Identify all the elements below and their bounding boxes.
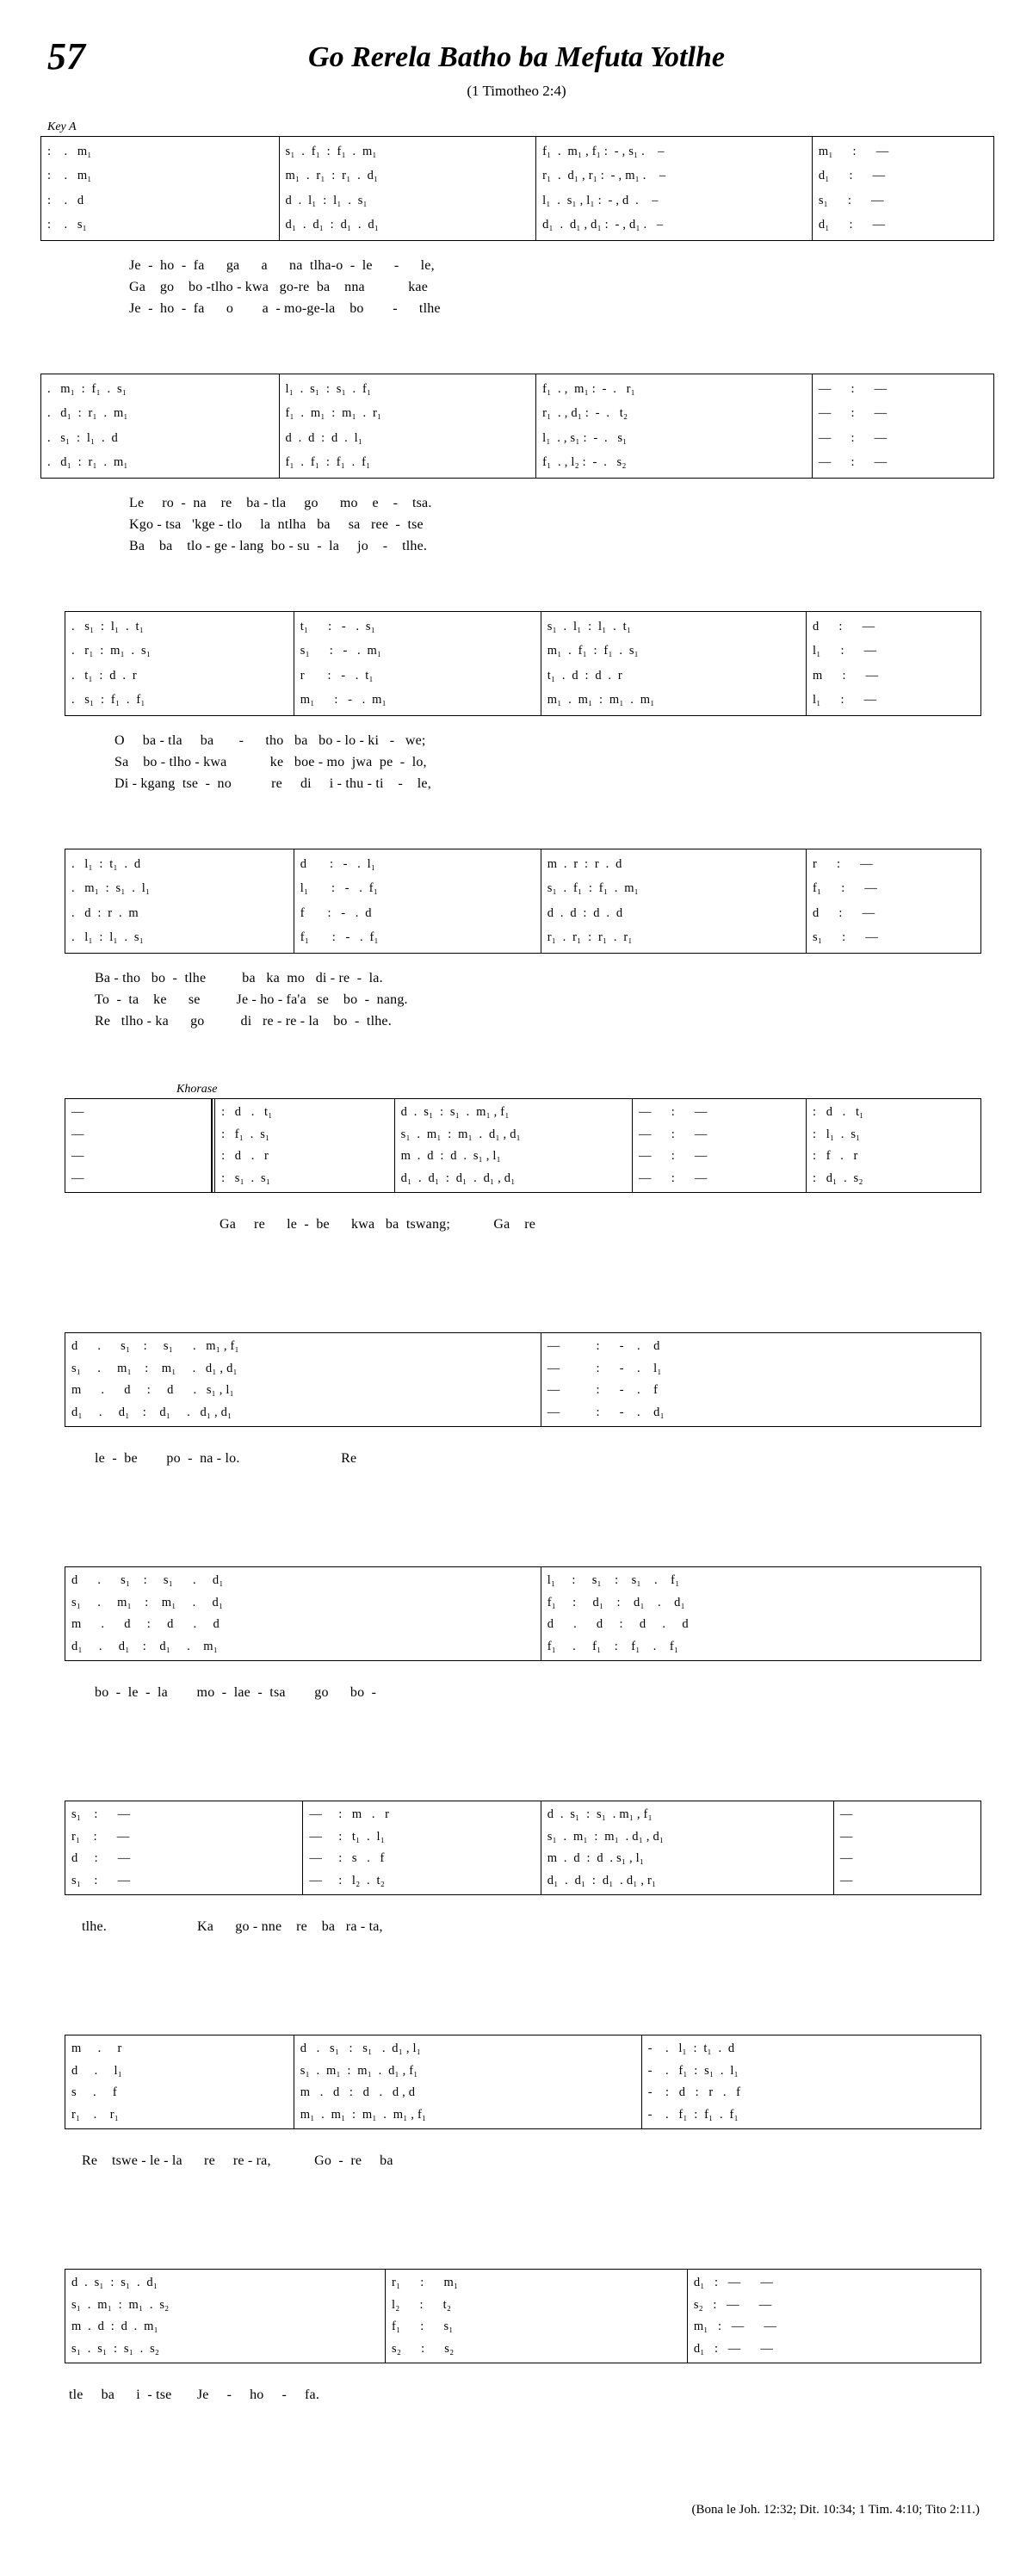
voice-tenor: m : — [813,668,879,683]
voice-tenor: m . d : d . d [71,1617,220,1632]
measure [280,374,537,478]
measure [536,137,813,240]
lyric-line: bo - le - la mo - lae - tsa go bo - [95,1685,377,1700]
voice-bass: . s₁ : f₁ . f₁ [71,693,145,707]
lyric-line: Ga re le - be kwa ba tswang; Ga re [220,1217,536,1232]
staff-system-3 [65,611,981,716]
voice-soprano: : d . t₁ [813,1105,864,1120]
voice-tenor: - : d : r . f [647,2085,741,2100]
measure [807,612,980,715]
voice-tenor: — : — [639,1149,708,1164]
voice-tenor: l₁ . s₁ , l₁ : - , d . – [542,193,659,207]
voice-tenor: s . f [71,2085,117,2100]
voice-alto: . d₁ : r₁ . m₁ [47,406,128,421]
voice-soprano: - . l₁ : t₁ . d [647,2042,735,2056]
voice-alto: : . m₁ [47,169,92,183]
voice-alto: f₁ : — [813,881,878,896]
measure [541,1567,980,1660]
voice-soprano: f₁ . m₁ , f₁ : - , s₁ . – [542,144,665,158]
lyric-line: Ga go bo -tlho - kwa go-re ba nna kae [129,280,429,294]
voice-soprano: . m₁ : f₁ . s₁ [47,381,127,396]
voice-soprano: s₁ . l₁ : l₁ . t₁ [547,619,632,633]
voice-alto: l₂ : t₂ [392,2297,452,2312]
voice-bass: — : — [818,455,888,470]
voice-tenor: . t₁ : d . r [71,668,137,683]
voice-bass: d₁ . d₁ : d₁ . d₁ , d₁ [71,1405,232,1419]
voice-bass: f₁ . , l₂ : - . s₂ [542,455,627,470]
voice-bass: f₁ . f₁ : f₁ . f₁ [547,1639,679,1653]
voice-bass: : d₁ . s₂ [813,1171,863,1185]
voice-alto: — : - . l₁ [547,1361,662,1375]
voice-bass: r₁ . r₁ [71,2107,119,2122]
voice-soprano: . s₁ : l₁ . t₁ [71,619,145,633]
voice-tenor: . d : r . m [71,905,139,920]
voice-bass: d₁ . d₁ : d₁ . d₁ , d₁ [400,1171,516,1185]
voice-tenor: d . d : d . d [547,1617,689,1632]
voice-soprano: — : m . r [309,1807,390,1822]
voice-alto: — : — [818,406,888,421]
staff-system-8 [65,1801,981,1895]
lyric-line: To - ta ke se Je - ho - fa'a se bo - nang. [95,992,408,1007]
voice-alto: f₁ : d₁ : d₁ . d₁ [547,1595,685,1609]
voice-alto: — [71,1127,84,1141]
voice-bass: — [71,1171,84,1185]
voice-soprano: d . s₁ : s₁ . d₁ [71,2276,158,2290]
voice-soprano: d : — [813,619,875,633]
voice-alto: . r₁ : m₁ . s₁ [71,644,152,658]
lyric-line: Le ro - na re ba - tla go mo e - tsa. [129,496,432,510]
voice-tenor: — [839,1851,853,1866]
measure [65,1801,303,1894]
voice-bass: m₁ . m₁ : m₁ . m₁ [547,693,655,707]
measure [294,612,541,715]
voice-bass: d₁ : — [818,218,886,232]
voice-soprano: f₁ . , m₁ : - . r₁ [542,381,635,396]
voice-alto: d . l₁ [71,2063,123,2078]
staff-system-7 [65,1566,981,1661]
voice-alto: s₁ . m₁ : m₁ . s₂ [71,2297,170,2312]
measure [541,1801,834,1894]
voice-soprano: m . r [71,2042,122,2056]
lyric-line: Ba - tho bo - tlhe ba ka mo di - re - la. [95,971,383,985]
measure [541,849,807,953]
voice-soprano: — [839,1807,853,1822]
voice-tenor: m . d : d . s₁ , l₁ [400,1149,501,1164]
voice-alto: - . f₁ : s₁ . l₁ [647,2063,739,2078]
voice-soprano: r₁ : m₁ [392,2276,459,2290]
voice-soprano: d . s₁ : s₁ . d₁ [71,1573,224,1588]
key-signature-label: Key A [47,120,77,133]
measure [65,612,294,715]
staff-system-6 [65,1332,981,1427]
measure [65,1567,541,1660]
voice-tenor: d . d : d . l₁ [285,430,363,445]
measure [386,2270,688,2363]
lyric-line: tle ba i - tse Je - ho - fa. [69,2388,320,2402]
staff-system-5 [65,1098,981,1193]
lyric-line: le - be po - na - lo. Re [95,1451,357,1466]
voice-soprano: t₁ : - . s₁ [300,619,375,633]
voice-alto: : f₁ . s₁ [221,1127,270,1141]
voice-bass: : . s₁ [47,218,87,232]
voice-bass: — [839,1873,853,1887]
voice-soprano: d : - . l₁ [300,856,376,871]
voice-bass: f₁ : - . f₁ [300,930,379,945]
voice-tenor: d : — [71,1851,131,1866]
voice-alto: s₁ . m₁ : m₁ . d₁ , d₁ [400,1127,521,1141]
voice-bass: s₁ . s₁ : s₁ . s₂ [71,2341,160,2356]
lyric-line: Re tlho - ka go di re - re - la bo - tlhe. [95,1014,392,1029]
voice-alto: s₁ . m₁ : m₁ . d₁ , f₁ [300,2063,418,2078]
voice-bass: — : — [639,1171,708,1185]
page-title: Go Rerela Batho ba Mefuta Yotlhe [308,41,725,73]
voice-bass: m₁ . m₁ : m₁ . m₁ , f₁ [300,2107,427,2122]
voice-alto: m₁ . r₁ : r₁ . d₁ [285,169,379,183]
voice-alto: : l₁ . s₁ [813,1127,861,1141]
measure [642,2035,980,2128]
voice-tenor: s₁ : — [818,193,884,207]
voice-alto: m₁ . f₁ : f₁ . s₁ [547,644,639,658]
voice-soprano: . l₁ : t₁ . d [71,856,141,871]
measure [395,1099,633,1192]
voice-soprano: m . r : r . d [547,856,622,871]
voice-bass: d₁ . d₁ : d₁ . d₁ [285,218,380,232]
voice-tenor: — : - . f [547,1383,659,1398]
voice-bass: d₁ : — — [693,2341,774,2356]
measure [536,374,813,478]
voice-alto: — : — [639,1127,708,1141]
staff-system-1 [40,136,994,241]
measure [813,137,993,240]
measure [65,1099,212,1192]
voice-alto: r₁ . d₁ , r₁ : - , m₁ . – [542,169,666,183]
voice-alto: f₁ . m₁ : m₁ . r₁ [285,406,382,421]
voice-alto: s₁ . f₁ : f₁ . m₁ [547,881,639,896]
measure [65,1333,541,1426]
voice-alto: — : t₁ . l₁ [309,1829,385,1844]
staff-system-4 [65,849,981,954]
voice-bass: r₁ . r₁ : r₁ . r₁ [547,930,633,945]
voice-alto: l₁ : - . f₁ [300,881,378,896]
voice-alto: d₁ : — [818,169,886,183]
voice-tenor: d . l₁ : l₁ . s₁ [285,193,368,207]
voice-bass: m₁ : - . m₁ [300,693,387,707]
voice-alto: s₁ . m₁ : m₁ . d₁ , d₁ [71,1361,238,1375]
voice-bass: d₁ . d₁ , d₁ : - , d₁ . – [542,218,664,232]
voice-alto: s₁ . m₁ : m₁ . d₁ , d₁ [547,1829,665,1844]
voice-soprano: — : — [818,381,888,396]
measure [65,849,294,953]
voice-alto: — [839,1829,853,1844]
voice-bass: d₁ . d₁ : d₁ . d₁ , r₁ [547,1873,657,1887]
measure [41,137,280,240]
voice-soprano: r : — [813,856,873,871]
voice-tenor: — : s . f [309,1851,385,1866]
voice-bass: d₁ . d₁ : d₁ . m₁ [71,1639,219,1653]
lyric-line: Di - kgang tse - no re di i - thu - ti - le, [114,776,431,791]
measure [294,849,541,953]
lyric-line: Ba ba tlo - ge - lang bo - su - la jo - tlhe. [129,539,428,553]
voice-soprano: d . s₁ : s₁ . d₁ , l₁ [300,2042,421,2056]
voice-alto: r₁ : — [71,1829,130,1844]
voice-alto: s₁ . m₁ : m₁ . d₁ [71,1595,224,1609]
measure [65,2270,386,2363]
measure [541,612,807,715]
voice-soprano: l₁ . s₁ : s₁ . f₁ [285,381,372,396]
voice-bass: - . f₁ : f₁ . f₁ [647,2107,739,2122]
voice-bass: s₂ : s₂ [392,2341,455,2356]
voice-tenor: m . d : d . d , d [300,2085,416,2100]
measure [633,1099,807,1192]
voice-tenor: : d . r [221,1149,269,1164]
voice-tenor: — : — [818,430,888,445]
voice-bass: — : l₂ . t₂ [309,1873,385,1887]
voice-tenor: t₁ . d : d . r [547,668,622,683]
voice-tenor: : . d [47,193,84,207]
measure [813,374,993,478]
voice-alto: s₁ : - . m₁ [300,644,382,658]
voice-soprano: d . s₁ : s₁ . m₁ , f₁ [547,1807,653,1822]
voice-tenor: d . d : d . d [547,905,623,920]
voice-tenor: f : - . d [300,905,372,920]
lyric-line: Sa bo - tlho - kwa ke boe - mo jwa pe - lo, [114,755,427,769]
voice-tenor: m . d : d . s₁ , l₁ [547,1851,645,1866]
voice-soprano: — [71,1105,84,1120]
footnote: (Bona le Joh. 12:32; Dit. 10:34; 1 Tim. 4:10; Tito 2:11.) [691,2503,980,2517]
lyric-line: Kgo - tsa 'kge - tlo la ntlha ba sa ree - tse [129,517,424,532]
measure [41,374,280,478]
lyric-line: Je - ho - fa ga a na tlha-o - le - le, [129,258,435,273]
lyric-line: Je - ho - fa o a - mo-ge-la bo - tlhe [129,301,441,316]
voice-bass: l₁ : — [813,693,877,707]
voice-bass: f₁ . f₁ : f₁ . f₁ [285,455,371,470]
measure [834,1801,980,1894]
voice-soprano: d₁ : — — [693,2276,774,2290]
scripture-reference: (1 Timotheo 2:4) [467,83,566,99]
staff-system-2 [40,374,994,479]
voice-soprano: : . m₁ [47,144,92,158]
voice-tenor: m . d : d . s₁ , l₁ [71,1383,234,1398]
measure [294,2035,642,2128]
voice-tenor: r : - . t₁ [300,668,374,683]
measure [541,1333,980,1426]
voice-alto: l₁ : — [813,644,877,658]
voice-alto: r₁ . , d₁ : - . t₂ [542,406,628,421]
voice-soprano: : d . t₁ [221,1105,273,1120]
voice-tenor: f₁ : s₁ [392,2320,454,2334]
voice-soprano: — : - . d [547,1339,660,1354]
voice-alto: . m₁ : s₁ . l₁ [71,881,151,896]
measure [807,1099,980,1192]
staff-system-9 [65,2035,981,2129]
voice-bass: s₁ : — [813,930,878,945]
voice-alto: s₂ : — — [693,2297,772,2312]
measure [280,137,537,240]
hymn-number: 57 [47,35,85,77]
voice-tenor: l₁ . , s₁ : - . s₁ [542,430,628,445]
voice-tenor: d : — [813,905,875,920]
voice-bass: — : - . d₁ [547,1405,665,1419]
lyric-line: Re tswe - le - la re re - ra, Go - re ba [82,2153,393,2168]
voice-soprano: d . s₁ : s₁ . m₁ , f₁ [400,1105,510,1120]
voice-bass: . l₁ : l₁ . s₁ [71,930,145,945]
voice-tenor: m . d : d . m₁ [71,2320,158,2334]
measure [688,2270,980,2363]
lyric-line: O ba - tla ba - tho ba bo - lo - ki - we; [114,733,426,748]
measure [65,2035,294,2128]
voice-bass: . d₁ : r₁ . m₁ [47,455,128,470]
voice-tenor: . s₁ : l₁ . d [47,430,118,445]
voice-tenor: m₁ : — — [693,2320,777,2334]
voice-soprano: l₁ : s₁ : s₁ . f₁ [547,1573,680,1588]
voice-soprano: — : — [639,1105,708,1120]
voice-tenor: — [71,1149,84,1164]
voice-soprano: m₁ : — [818,144,889,158]
measure [303,1801,541,1894]
lyric-line: tlhe. Ka go - nne re ba ra - ta, [82,1919,383,1934]
measure-repeat-start [212,1099,395,1192]
voice-bass: : s₁ . s₁ [221,1171,271,1185]
voice-soprano: d . s₁ : s₁ . m₁ , f₁ [71,1339,239,1354]
chorus-label: Khorase [176,1083,218,1096]
voice-tenor: : f . r [813,1149,858,1164]
measure [807,849,980,953]
voice-soprano: s₁ . f₁ : f₁ . m₁ [285,144,377,158]
voice-bass: s₁ : — [71,1873,131,1887]
staff-system-10 [65,2269,981,2363]
voice-soprano: s₁ : — [71,1807,131,1822]
